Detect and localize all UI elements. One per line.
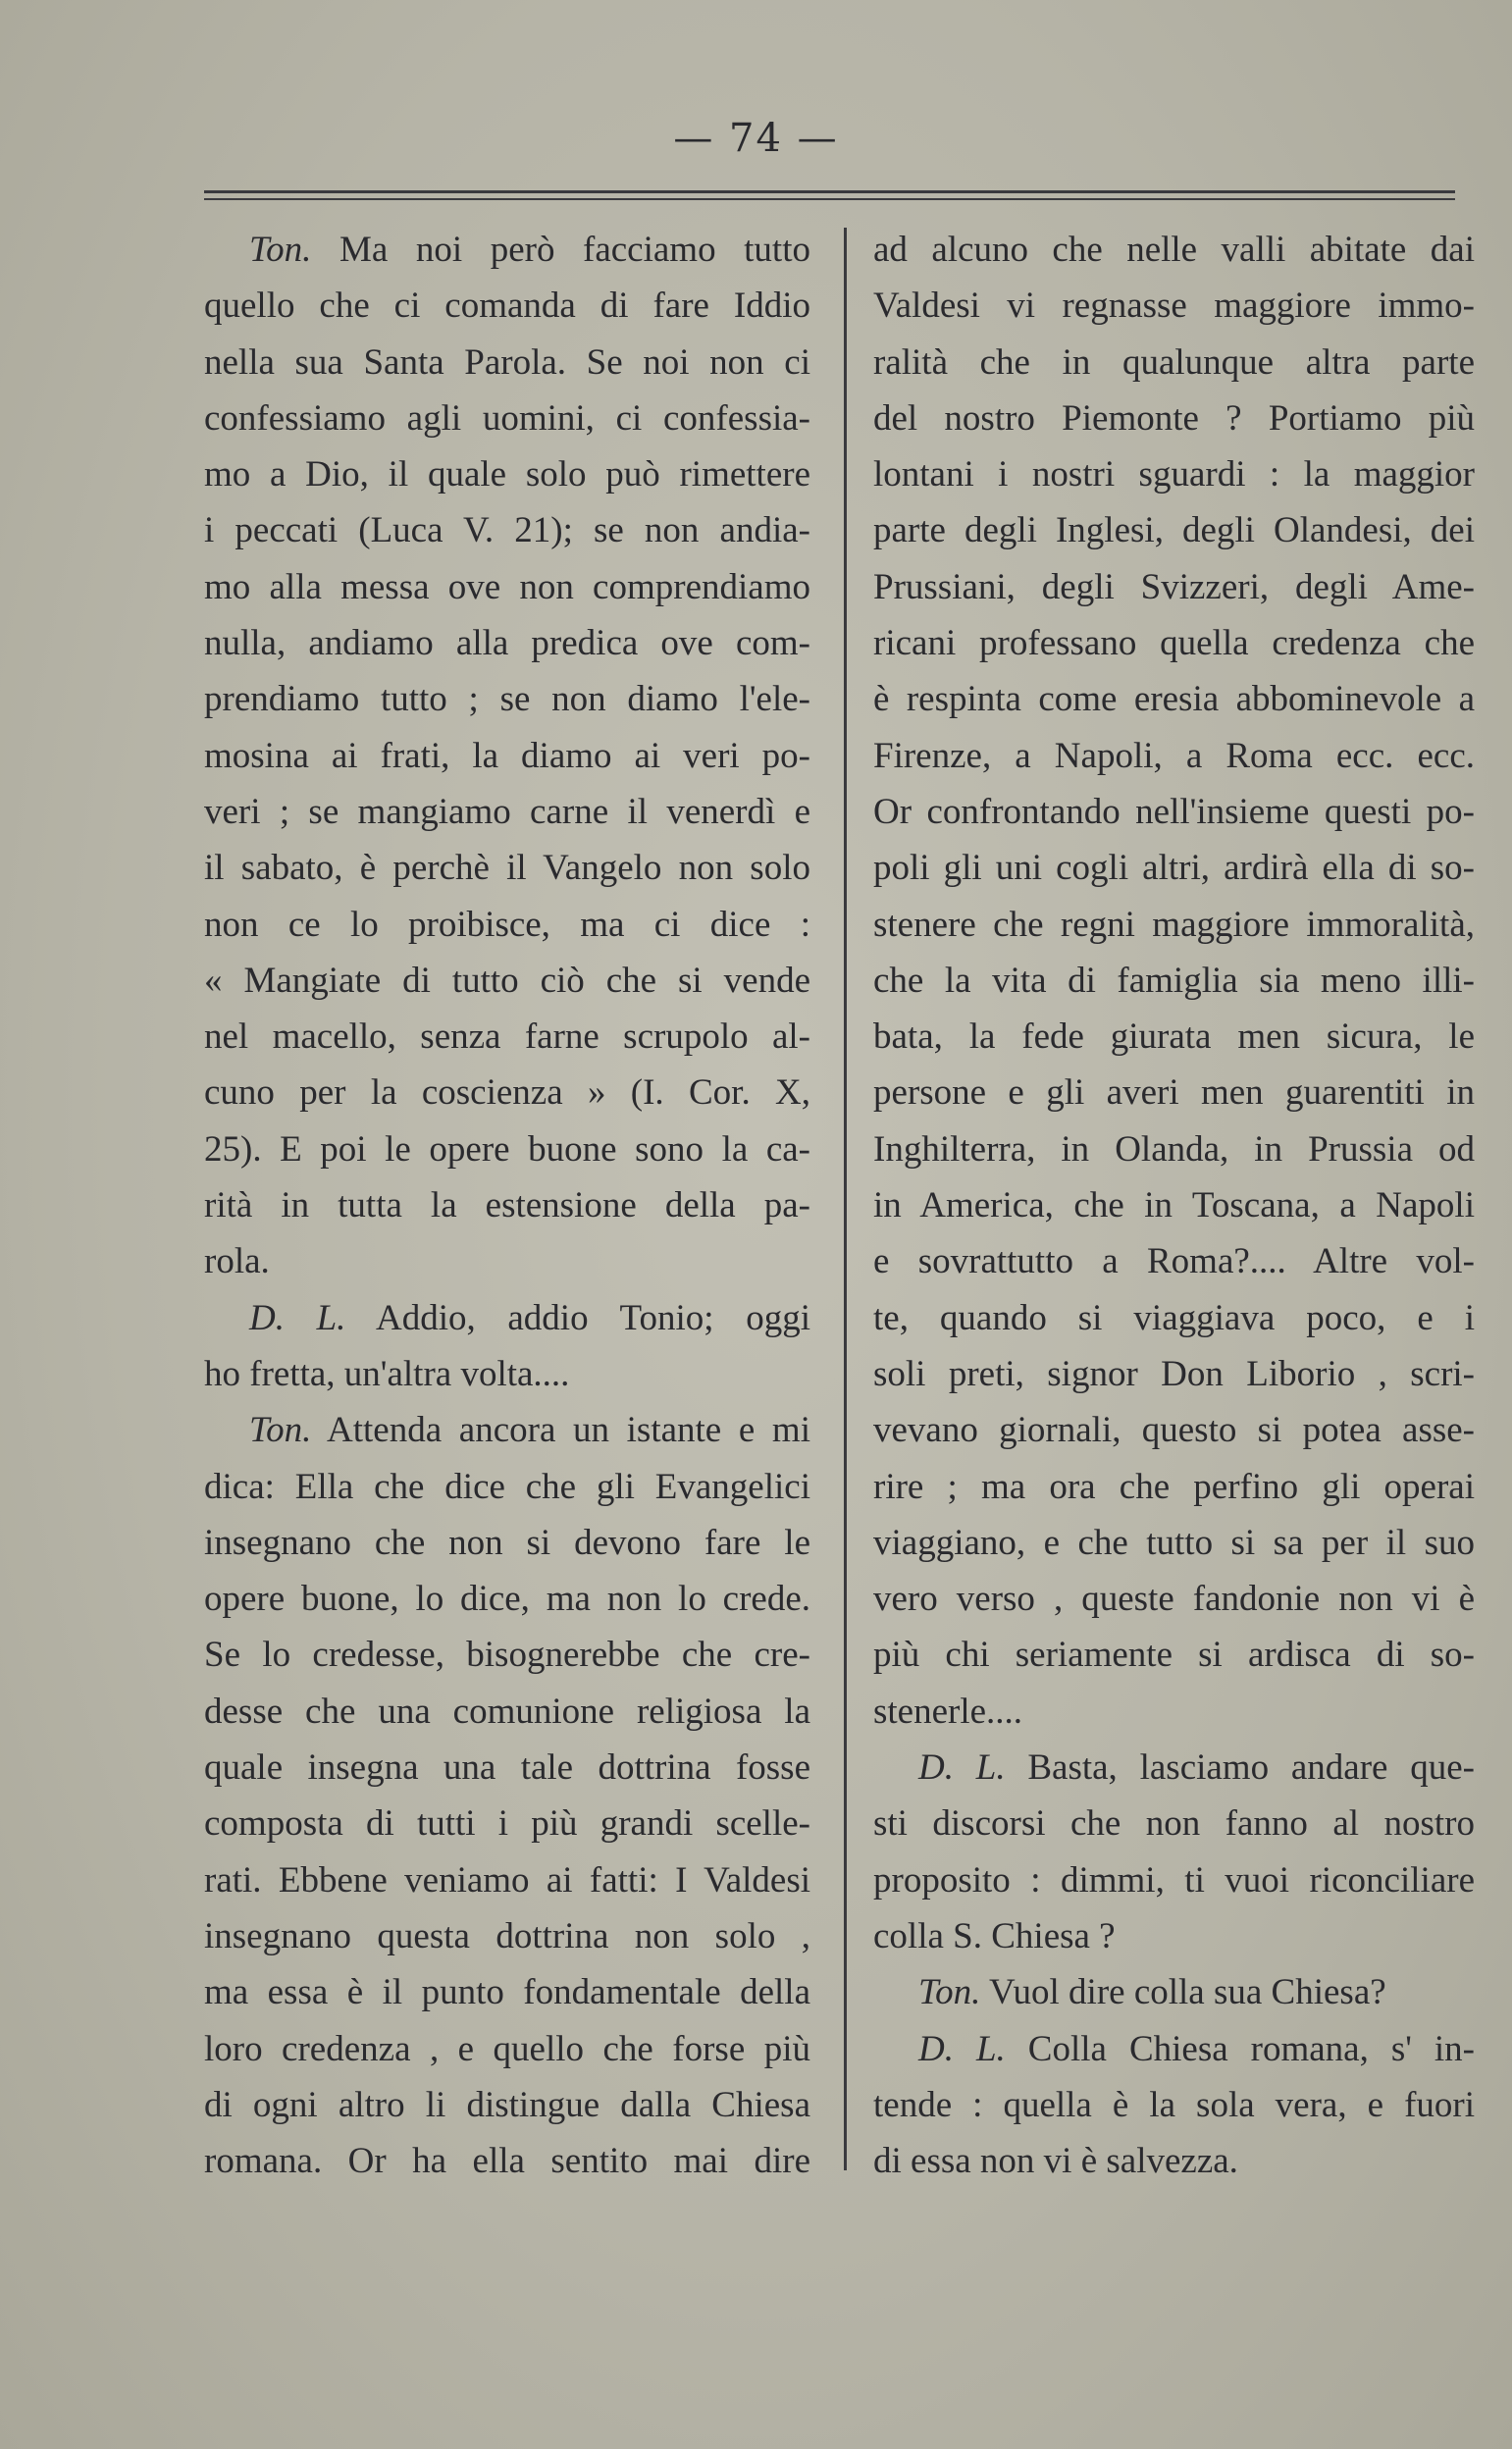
line-text: che la vita di famiglia sia meno illi-: [873, 960, 1475, 1001]
text-line: [873, 671, 1475, 727]
text-line: [873, 1459, 1475, 1515]
text-line: [204, 1009, 810, 1065]
line-text: Se lo credesse, bisognerebbe che cre-: [204, 1635, 810, 1676]
line-text: dica: Ella che dice che gli Evangelici: [204, 1466, 810, 1507]
text-line: [204, 897, 810, 953]
text-line: [873, 502, 1475, 558]
text-line: [204, 559, 810, 615]
text-line: [873, 1065, 1475, 1120]
line-text: proposito : dimmi, ti vuoi riconciliare: [873, 1859, 1475, 1901]
line-text: ralità che in qualunque altra parte: [873, 341, 1475, 383]
line-text: Or confrontando nell'insieme questi po-: [873, 791, 1475, 832]
text-line: [873, 1964, 1475, 2020]
text-line: [873, 1571, 1475, 1627]
text-line: [873, 1290, 1475, 1346]
line-text: mo a Dio, il quale solo può rimettere: [204, 454, 810, 495]
line-text: viaggiano, e che tutto si sa per il suo: [873, 1522, 1475, 1563]
line-text: sti discorsi che non fanno al nostro: [873, 1803, 1475, 1845]
line-text: « Mangiate di tutto ciò che si vende: [204, 960, 810, 1001]
text-line: [873, 2021, 1475, 2077]
text-line: [873, 1177, 1475, 1233]
line-text: confessiamo agli uomini, ci confessia-: [204, 397, 810, 439]
line-text: vevano giornali, questo si potea asse-: [873, 1410, 1475, 1451]
text-line: [873, 615, 1475, 671]
text-line: [873, 446, 1475, 502]
text-line: [873, 953, 1475, 1009]
line-text: e sovrattutto a Roma?.... Altre vol-: [873, 1241, 1475, 1282]
line-text: ma essa è il punto fondamentale della: [204, 1972, 810, 2013]
line-text: insegnano questa dottrina non solo ,: [204, 1915, 810, 1956]
line-text: insegnano che non si devono fare le: [204, 1522, 810, 1563]
line-text: nella sua Santa Parola. Se noi non ci: [204, 341, 810, 383]
line-text: di ogni altro li distingue dalla Chiesa: [204, 2084, 810, 2125]
line-text: il sabato, è perchè il Vangelo non solo: [204, 848, 810, 889]
text-line: [204, 1346, 810, 1402]
line-text: soli preti, signor Don Liborio , scri-: [873, 1353, 1475, 1394]
speaker-label: D. L.: [249, 1297, 346, 1338]
line-text: veri ; se mangiamo carne il venerdì e: [204, 791, 810, 832]
line-text: desse che una comunione religiosa la: [204, 1691, 810, 1732]
text-line: [873, 840, 1475, 896]
line-text: mo alla messa ove non comprendiamo: [204, 566, 810, 607]
text-line: [873, 1852, 1475, 1908]
line-text: Ma noi però facciamo tutto: [311, 230, 810, 270]
page-number: — 74 —: [673, 116, 839, 161]
speaker-label: Ton.: [918, 1972, 981, 2013]
line-text: Basta, lasciamo andare que-: [1005, 1747, 1475, 1789]
text-line: [204, 1684, 810, 1740]
line-text: in America, che in Toscana, a Napoli: [873, 1185, 1475, 1226]
text-line: [204, 1740, 810, 1796]
line-text: Firenze, a Napoli, a Roma ecc. ecc.: [873, 735, 1475, 776]
line-text: persone e gli averi men guarentiti in: [873, 1072, 1475, 1114]
text-line: [204, 1290, 810, 1346]
text-line: [204, 784, 810, 840]
text-line: [873, 391, 1475, 446]
line-text: nel macello, senza farne scrupolo al-: [204, 1016, 810, 1058]
line-text: quale insegna una tale dottrina fosse: [204, 1747, 810, 1789]
line-text: 25). E poi le opere buone sono la ca-: [204, 1128, 810, 1170]
text-line: [204, 1571, 810, 1627]
text-line: [873, 278, 1475, 334]
line-text: Attenda ancora un istante e mi: [311, 1410, 810, 1451]
text-line: [873, 2077, 1475, 2133]
line-text: vero verso , queste fandonie non vi è: [873, 1579, 1475, 1620]
text-line: [204, 728, 810, 784]
speaker-label: D. L.: [918, 2028, 1006, 2069]
text-line: [204, 1796, 810, 1851]
text-line: [204, 1233, 810, 1289]
text-line: [873, 2133, 1475, 2189]
line-text: del nostro Piemonte ? Portiamo più: [873, 397, 1475, 439]
line-text: Addio, addio Tonio; oggi: [345, 1297, 810, 1338]
text-line: [873, 728, 1475, 784]
line-text: quello che ci comanda di fare Iddio: [204, 286, 810, 327]
text-line: [873, 222, 1475, 278]
line-text: loro credenza , e quello che forse più: [204, 2028, 810, 2069]
line-text: stenere che regni maggiore immoralità,: [873, 904, 1475, 945]
line-text: ricani professano quella credenza che: [873, 623, 1475, 664]
line-text: poli gli uni cogli altri, ardirà ella di so-: [873, 848, 1475, 889]
text-line: [873, 1908, 1475, 1964]
text-line: [204, 1459, 810, 1515]
text-line: [204, 671, 810, 727]
header-rule-thin: [204, 198, 1455, 200]
line-text: ho fretta, un'altra volta....: [204, 1353, 570, 1394]
line-text: prendiamo tutto ; se non diamo l'ele-: [204, 679, 810, 720]
line-text: Valdesi vi regnasse maggiore immo-: [873, 286, 1475, 327]
line-text: i peccati (Luca V. 21); se non andia-: [204, 510, 810, 551]
text-line: [204, 1908, 810, 1964]
left-column: [204, 222, 810, 2189]
text-line: [204, 1627, 810, 1683]
text-line: [873, 559, 1475, 615]
text-line: [204, 222, 810, 278]
text-line: [204, 1121, 810, 1177]
line-text: tende : quella è la sola vera, e fuori: [873, 2084, 1475, 2125]
text-line: [204, 278, 810, 334]
line-text: opere buone, lo dice, ma non lo crede.: [204, 1579, 810, 1620]
line-text: cuno per la coscienza » (I. Cor. X,: [204, 1072, 810, 1114]
text-line: [873, 897, 1475, 953]
line-text: di essa non vi è salvezza.: [873, 2141, 1238, 2182]
text-line: [204, 840, 810, 896]
line-text: ad alcuno che nelle valli abitate dai: [873, 230, 1475, 270]
text-line: [204, 391, 810, 446]
text-line: [204, 1065, 810, 1120]
line-text: più chi seriamente si ardisca di so-: [873, 1635, 1475, 1676]
text-line: [204, 335, 810, 391]
text-line: [204, 2133, 810, 2189]
text-line: [204, 446, 810, 502]
text-line: [204, 615, 810, 671]
text-line: [873, 1402, 1475, 1458]
line-text: rire ; ma ora che perfino gli operai: [873, 1466, 1475, 1507]
text-line: [873, 1684, 1475, 1740]
text-line: [873, 1740, 1475, 1796]
text-line: [204, 502, 810, 558]
line-text: è respinta come eresia abbominevole a: [873, 679, 1475, 720]
text-line: [204, 1402, 810, 1458]
text-line: [873, 335, 1475, 391]
line-text: composta di tutti i più grandi scelle-: [204, 1803, 810, 1845]
speaker-label: Ton.: [249, 230, 312, 270]
line-text: stenerle....: [873, 1691, 1023, 1732]
header-rule: [204, 190, 1455, 193]
line-text: rati. Ebbene veniamo ai fatti: I Valdesi: [204, 1859, 810, 1901]
line-text: rola.: [204, 1241, 270, 1282]
speaker-label: D. L.: [918, 1747, 1006, 1789]
line-text: rità in tutta la estensione della pa-: [204, 1185, 810, 1226]
text-line: [873, 1121, 1475, 1177]
line-text: Vuol dire colla sua Chiesa?: [980, 1972, 1386, 2013]
line-text: lontani i nostri sguardi : la maggior: [873, 454, 1475, 495]
text-line: [204, 1852, 810, 1908]
text-line: [873, 1515, 1475, 1571]
column-divider: [844, 228, 847, 2170]
line-text: Inghilterra, in Olanda, in Prussia od: [873, 1128, 1475, 1170]
speaker-label: Ton.: [249, 1410, 312, 1451]
text-line: [204, 1515, 810, 1571]
line-text: parte degli Inglesi, degli Olandesi, dei: [873, 510, 1475, 551]
line-text: te, quando si viaggiava poco, e i: [873, 1297, 1475, 1338]
line-text: Colla Chiesa romana, s' in-: [1005, 2028, 1475, 2069]
text-line: [873, 1346, 1475, 1402]
line-text: colla S. Chiesa ?: [873, 1915, 1116, 1956]
text-line: [204, 2021, 810, 2077]
text-line: [204, 1177, 810, 1233]
line-text: romana. Or ha ella sentito mai dire: [204, 2141, 810, 2182]
text-line: [873, 1627, 1475, 1683]
text-line: [873, 784, 1475, 840]
text-line: [204, 953, 810, 1009]
line-text: mosina ai frati, la diamo ai veri po-: [204, 735, 810, 776]
text-line: [204, 1964, 810, 2020]
line-text: non ce lo proibisce, ma ci dice :: [204, 904, 810, 945]
text-line: [204, 2077, 810, 2133]
line-text: Prussiani, degli Svizzeri, degli Ame-: [873, 566, 1475, 607]
text-line: [873, 1009, 1475, 1065]
right-column: [873, 222, 1475, 2189]
line-text: nulla, andiamo alla predica ove com-: [204, 623, 810, 664]
text-line: [873, 1233, 1475, 1289]
text-line: [873, 1796, 1475, 1851]
line-text: bata, la fede giurata men sicura, le: [873, 1016, 1475, 1058]
